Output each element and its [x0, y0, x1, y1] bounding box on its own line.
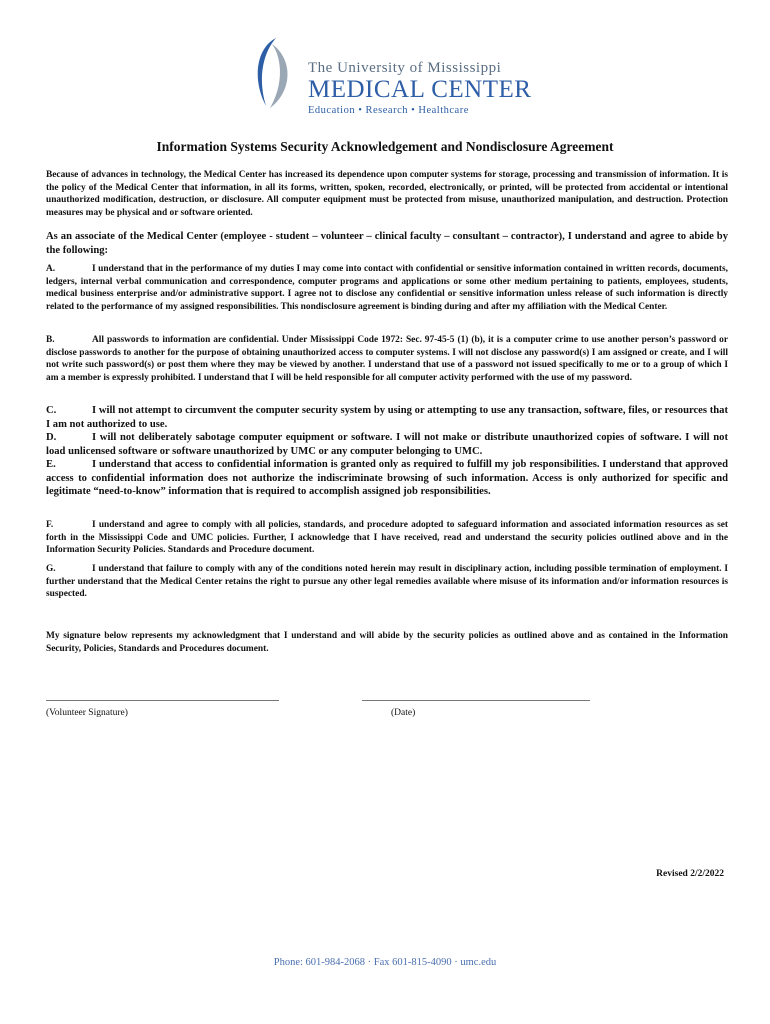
- clause-label: B.: [46, 335, 55, 345]
- clause-c: [46, 404, 728, 431]
- logo-medical-center: MEDICAL CENTER: [308, 76, 532, 103]
- associate-paragraph: As an associate of the Medical Center (employee - student – volunteer – clinical faculty – consultant – contractor), I understand and agree to abide by the following:: [46, 231, 728, 256]
- signature-line[interactable]: [46, 700, 279, 701]
- clause-label: E.: [46, 459, 56, 470]
- clause-text: I will not attempt to circumvent the computer security system by using or attempting to use any transaction, software, files, or resources that I am not authorized to use.: [46, 405, 728, 430]
- clause-text: I understand and agree to comply with all policies, standards, and procedure adopted to safeguard information and associated information resources as set forth in the Mississippi Code and UMC policies. Further, I acknowledge that I have received, read and understand the security policies outlined above and in the Information Security Policies. Standards and Procedure document.: [46, 520, 728, 555]
- clause-text: All passwords to information are confidential. Under Mississippi Code 1972: Sec. 97-45-5 (1) (b), it is a computer crime to use another person’s password or disclose passwords to another for the purpose of obtaining unauthorized access to computer systems. I will not disclose any password(s) I am assigned or create, and I will not write such password(s) or post them where they may be viewed by another. I understand that use of a password not issued specifically to me or to a group of which I am a member is expressly prohibited. I understand that I will be held responsible for all computer activity performed with the use of my password.: [46, 335, 728, 383]
- clause-a: [46, 263, 728, 313]
- clause-label: A.: [46, 264, 56, 274]
- document-title: Information Systems Security Acknowledgement and Nondisclosure Agreement: [156, 139, 614, 154]
- umc-emblem-icon: [246, 36, 302, 112]
- date-line[interactable]: [362, 700, 590, 701]
- clause-text: I will not deliberately sabotage computer equipment or software. I will not make or distribute unauthorized copies of software. I will not load unlicensed software or software unauthorized by UMC or any computer belonging to UMC.: [46, 432, 728, 457]
- logo-tagline: Education • Research • Healthcare: [308, 105, 469, 116]
- clause-text: I understand that failure to comply with any of the conditions noted herein may result in disciplinary action, including possible termination of employment. I further understand that the Medical Center retains the right to pursue any other legal remedies available where misuse of its information and/or information resources is suspected.: [46, 564, 728, 599]
- date-label: (Date): [391, 708, 416, 718]
- footer-contact: Phone: 601-984-2068 · Fax 601-815-4090 · umc.edu: [273, 957, 497, 968]
- clause-text: I understand that in the performance of my duties I may come into contact with confidential or sensitive information contained in written records, documents, ledgers, internal verbal communication and correspondence, computer programs and applications or some other medium pertaining to patients, employees, students, medical business enterprise and/or administrative support. I agree not to disclose any confidential or sensitive information unless release of such information is directly related to the performance of my assigned responsibilities. This nondisclosure agreement is binding during and after my affiliation with the Medical Center.: [46, 264, 728, 312]
- clause-f: [46, 519, 728, 557]
- logo-university: The University of Mississippi: [308, 60, 502, 76]
- clause-b: [46, 334, 728, 384]
- clause-g: [46, 563, 728, 601]
- clause-label: F.: [46, 520, 54, 530]
- signature-label: (Volunteer Signature): [46, 708, 128, 718]
- revision-date: Revised 2/2/2022: [656, 869, 724, 879]
- clause-e: [46, 458, 728, 499]
- umc-logo: [246, 36, 536, 116]
- signature-statement: My signature below represents my acknowledgment that I understand and will abide by the security policies as outlined above and as contained in the Information Security, Policies, Standards and Procedures document.: [46, 631, 728, 654]
- intro-paragraph: Because of advances in technology, the Medical Center has increased its dependence upon computer systems for storage, processing and transmission of information. It is the policy of the Medical Center that information, in all its forms, written, spoken, recorded, electronically, or printed, will be protected from accidental or intentional unauthorized modification, destruction, or disclosure. All computer equipment must be protected from misuse, unauthorized manipulation, and destruction. Protection measures may be physical and or software oriented.: [46, 170, 728, 218]
- clause-label: G.: [46, 564, 56, 574]
- clause-d: [46, 431, 728, 458]
- clause-label: C.: [46, 405, 57, 416]
- clause-text: I understand that access to confidential information is granted only as required to fulfill my job responsibilities. I understand that approved access to confidential information does not authorize the indiscriminate browsing of such information. Access is only authorized for specific and legitimate “need-to-know” information that is required to accomplish assigned job responsibilities.: [46, 459, 728, 497]
- clause-label: D.: [46, 432, 57, 443]
